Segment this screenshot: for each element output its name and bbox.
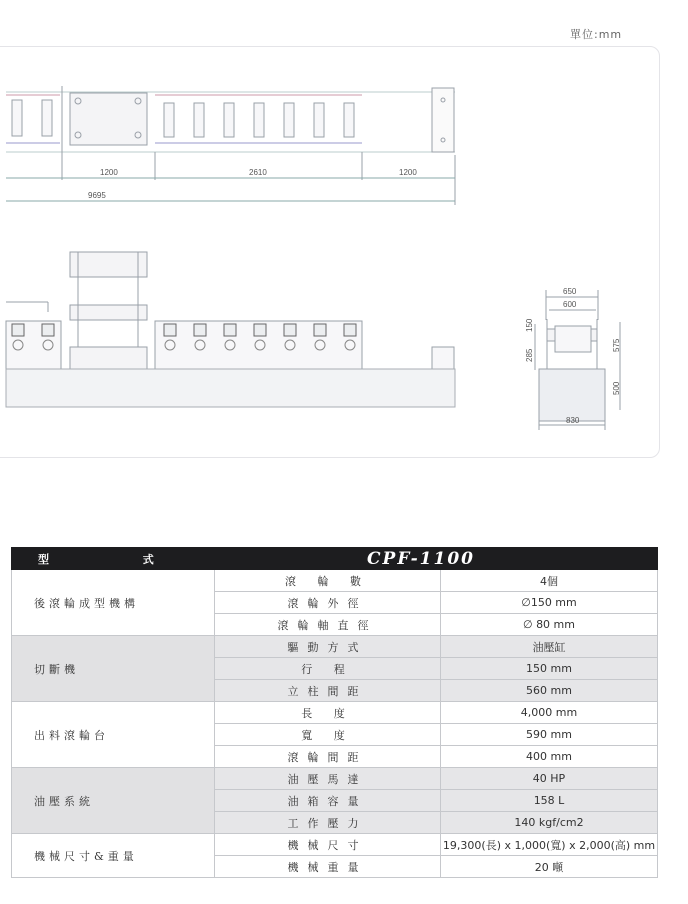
item-value: 590 mm: [441, 724, 658, 746]
item-label: 立柱間距: [215, 680, 441, 702]
item-label: 滾 輪 數: [215, 570, 441, 592]
item-label: 油壓馬達: [215, 768, 441, 790]
group-label: 出料滾輪台: [12, 702, 215, 768]
dim-150: 150: [525, 318, 534, 332]
item-value: 140 kgf/cm2: [441, 812, 658, 834]
dim-600: 600: [563, 300, 577, 309]
item-value: 560 mm: [441, 680, 658, 702]
table-row: [12, 570, 658, 592]
item-label: 滾輪外徑: [215, 592, 441, 614]
dim-650: 650: [563, 287, 577, 296]
group-label: 後滾輪成型機構: [12, 570, 215, 636]
item-label: 機械重量: [215, 856, 441, 878]
dim-2610: 2610: [249, 168, 267, 177]
item-value: 150 mm: [441, 658, 658, 680]
item-value: 19,300(長) x 1,000(寬) x 2,000(高) mm: [441, 834, 658, 856]
table-row: [12, 834, 658, 856]
item-value: 油壓缸: [441, 636, 658, 658]
unit-label: 單位:mm: [570, 28, 623, 41]
table-row: [12, 636, 658, 658]
item-label: 長 度: [215, 702, 441, 724]
side-view: [6, 252, 455, 407]
item-value: 4個: [441, 570, 658, 592]
item-value: 40 HP: [441, 768, 658, 790]
group-label: 油壓系統: [12, 768, 215, 834]
item-label: 油箱容量: [215, 790, 441, 812]
dim-9695: 9695: [88, 191, 106, 200]
item-label: 寬 度: [215, 724, 441, 746]
group-label: 機械尺寸&重量: [12, 834, 215, 878]
table-row: [12, 702, 658, 724]
header-label-left: 型: [38, 552, 49, 566]
item-label: 機械尺寸: [215, 834, 441, 856]
item-value: 4,000 mm: [441, 702, 658, 724]
item-value: 20 噸: [441, 856, 658, 878]
dim-575: 575: [612, 338, 621, 352]
dim-500: 500: [612, 381, 621, 395]
spec-header-row: [12, 548, 658, 570]
dim-1200-a: 1200: [100, 168, 118, 177]
dim-1200-b: 1200: [399, 168, 417, 177]
spec-table: [11, 547, 658, 878]
top-view: [6, 86, 455, 205]
item-label: 行 程: [215, 658, 441, 680]
item-label: 驅動方式: [215, 636, 441, 658]
item-value: 158 L: [441, 790, 658, 812]
item-value: ∅150 mm: [441, 592, 658, 614]
item-label: 滾輪軸直徑: [215, 614, 441, 636]
item-label: 工作壓力: [215, 812, 441, 834]
dim-285: 285: [525, 348, 534, 362]
group-label: 切斷機: [12, 636, 215, 702]
table-row: [12, 768, 658, 790]
item-value: 400 mm: [441, 746, 658, 768]
dim-830: 830: [566, 416, 580, 425]
model-name: CPF-1100: [367, 548, 475, 569]
item-label: 滾輪間距: [215, 746, 441, 768]
header-label-right: 式: [142, 552, 154, 566]
end-view: [535, 290, 620, 430]
item-value: ∅ 80 mm: [441, 614, 658, 636]
